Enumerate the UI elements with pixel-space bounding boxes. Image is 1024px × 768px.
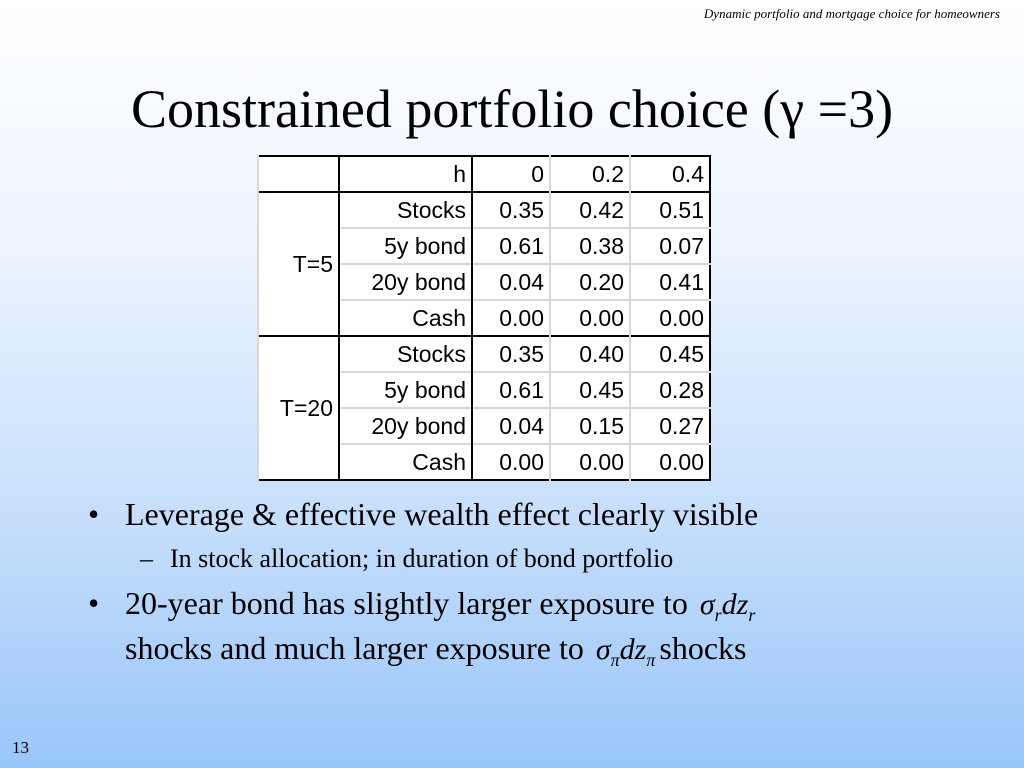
asset-label-cell: Stocks — [339, 192, 472, 228]
slide-title: Constrained portfolio choice (γ =3) — [130, 79, 894, 139]
table-cell: 0.35 — [472, 192, 550, 228]
table-cell: 0.41 — [630, 264, 710, 300]
bullet-text: 20-year bond has slightly larger exposure to — [125, 585, 688, 622]
allocation-table — [257, 155, 711, 481]
group-label-cell: T=5 — [258, 192, 339, 336]
table-cell: 0.20 — [550, 264, 630, 300]
table-header-row — [258, 156, 710, 192]
bullet-list — [88, 494, 968, 672]
table-cell: 0.07 — [630, 228, 710, 264]
table-corner-cell — [258, 156, 339, 192]
asset-label-cell: 20y bond — [339, 264, 472, 300]
running-header: Dynamic portfolio and mortgage choice for homeowners — [703, 6, 1000, 21]
bullet-marker: • — [88, 496, 100, 532]
table-cell: 0.04 — [472, 264, 550, 300]
table-cell: 0.61 — [472, 372, 550, 408]
table-row — [258, 192, 710, 228]
group-label-cell: T=20 — [258, 336, 339, 480]
sigma-pi-dz-pi-formula: $\sigma_\pi dz_\pi$ — [595, 632, 656, 670]
asset-label-cell: 5y bond — [339, 228, 472, 264]
table-cell: 0.04 — [472, 408, 550, 444]
table-cell: 0.35 — [472, 336, 550, 372]
bullet-text: shocks — [659, 629, 747, 666]
table-cell: 0.51 — [630, 192, 710, 228]
asset-label-cell: 5y bond — [339, 372, 472, 408]
sigma-r-dz-r-formula: $\sigma_rdz_r$ — [699, 588, 756, 626]
table-cell: 0.45 — [550, 372, 630, 408]
table-cell: 0.42 — [550, 192, 630, 228]
asset-label-cell: Stocks — [339, 336, 472, 372]
table-cell: 0.00 — [630, 444, 710, 480]
table-cell: 0.00 — [472, 300, 550, 336]
table-header-cell: 0.4 — [630, 156, 710, 192]
table-cell: 0.00 — [630, 300, 710, 336]
table-cell: 0.27 — [630, 408, 710, 444]
asset-label-cell: 20y bond — [339, 408, 472, 444]
table-cell: 0.40 — [550, 336, 630, 372]
table-cell: 0.45 — [630, 336, 710, 372]
sub-bullet-marker: – — [140, 543, 153, 573]
bullet-text: Leverage & effective wealth effect clearly visible — [125, 496, 759, 532]
bullet-item — [88, 583, 968, 672]
table-cell: 0.38 — [550, 228, 630, 264]
sub-bullet-item — [88, 542, 968, 576]
table-cell: 0.00 — [472, 444, 550, 480]
sub-bullet-text: In stock allocation; in duration of bond portfolio — [170, 543, 674, 573]
table-header-cell: 0 — [472, 156, 550, 192]
table-header-cell: h — [339, 156, 472, 192]
bullet-text: shocks and much larger exposure to — [125, 629, 584, 666]
asset-label-cell: Cash — [339, 300, 472, 336]
bullet-item — [88, 494, 968, 536]
bullet-marker: • — [88, 585, 100, 622]
table-row — [258, 336, 710, 372]
table-cell: 0.15 — [550, 408, 630, 444]
table-cell: 0.61 — [472, 228, 550, 264]
table-header-cell: 0.2 — [550, 156, 630, 192]
table-cell: 0.28 — [630, 372, 710, 408]
page-number: 13 — [12, 738, 29, 757]
table-cell: 0.00 — [550, 300, 630, 336]
asset-label-cell: Cash — [339, 444, 472, 480]
table-cell: 0.00 — [550, 444, 630, 480]
